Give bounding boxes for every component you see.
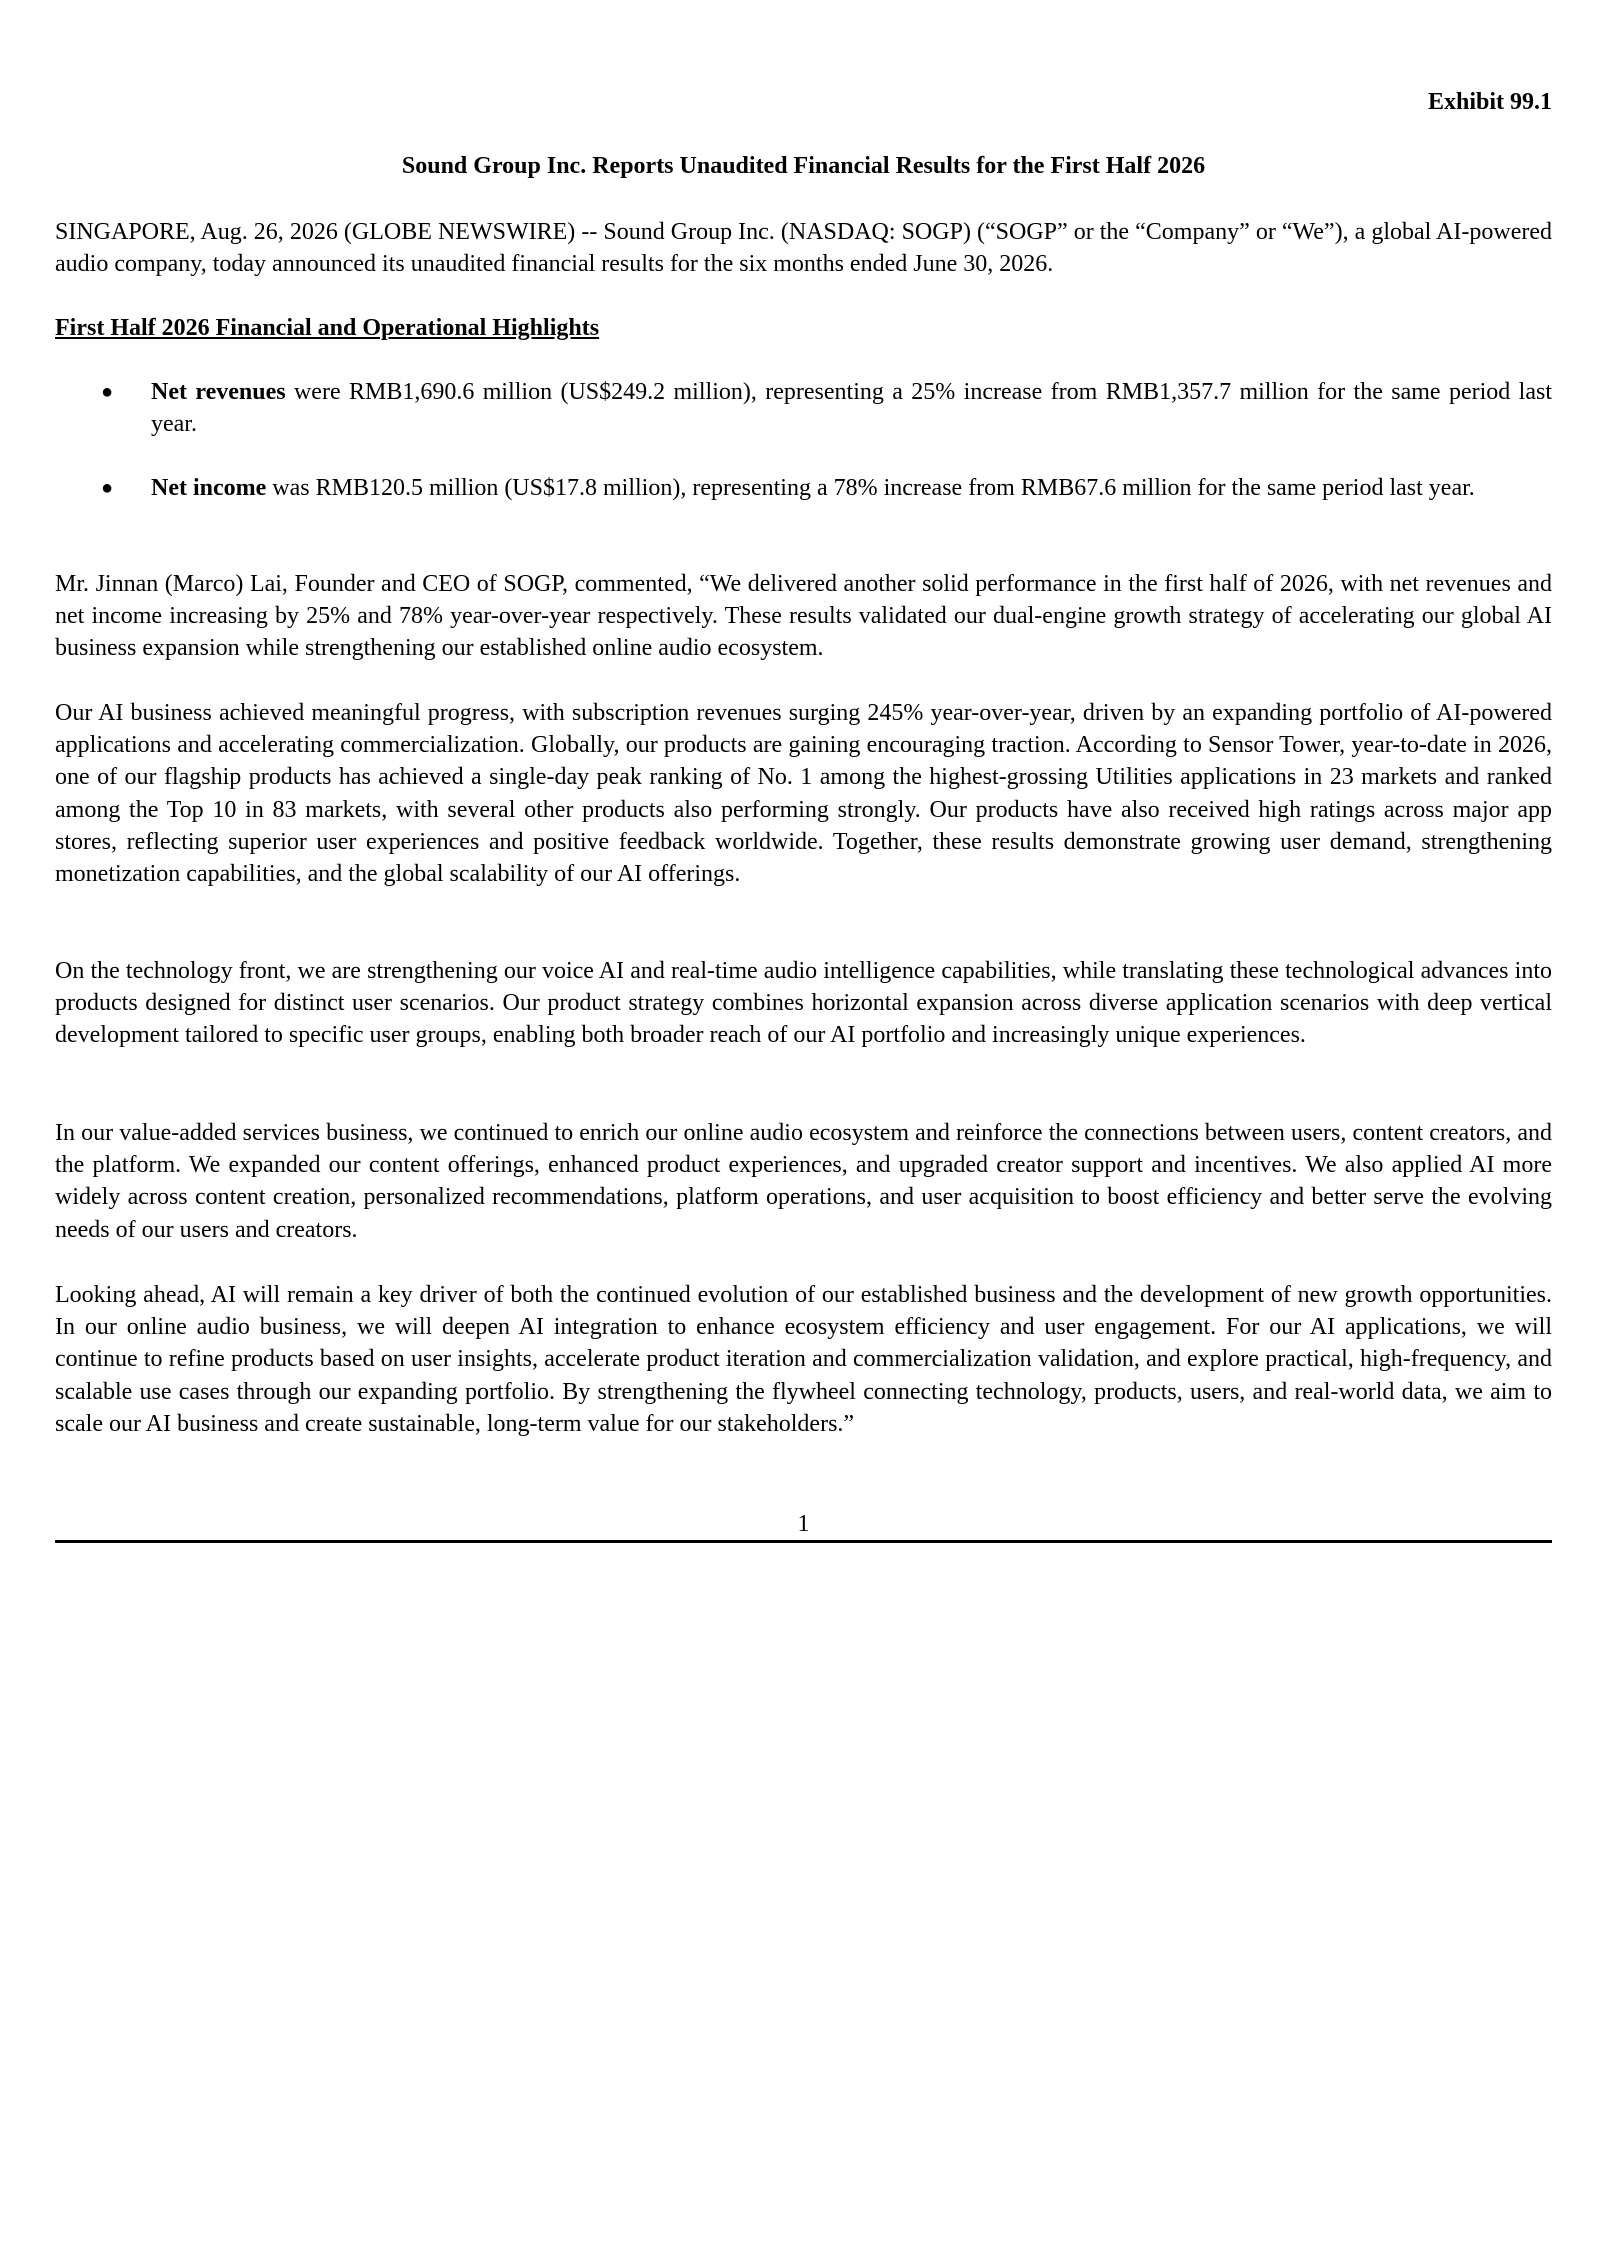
bullet-icon: ●	[101, 477, 114, 499]
ai-business-paragraph: Our AI business achieved meaningful progress, with subscription revenues surging 245% year-over-year, driven by an expanding portfolio of AI-powered applications and accelerating commercialization. Globally, our products are gaining encouraging traction. According to Sensor Tower, year-to-date in 2026, one of our flagship products has achieved a single-day peak ranking of No. 1 among the highest-grossing Utilities applications in 23 markets and ranked among the Top 10 in 83 markets, with several other products also performing strongly. Our products have also received high ratings across major app stores, reflecting superior user experiences and positive feedback worldwide. Together, these results demonstrate growing user demand, strengthening monetization capabilities, and the global scalability of our AI offerings.	[55, 700, 1552, 888]
intro-paragraph: SINGAPORE, Aug. 26, 2026 (GLOBE NEWSWIRE) -- Sound Group Inc. (NASDAQ: SOGP) (“SOGP” or the “Company” or “We”), a global AI-powered audio company, today announced its unaudited financial results for the six months ended June 30, 2026.	[55, 219, 1552, 278]
technology-paragraph: On the technology front, we are strengthening our voice AI and real-time audio intelligence capabilities, while translating these technological advances into products designed for distinct user scenarios. Our product strategy combines horizontal expansion across diverse application scenarios with deep vertical development tailored to specific user groups, enabling both broader reach of our AI portfolio and increasingly unique experiences.	[55, 958, 1552, 1049]
highlight-label: Net revenues	[151, 379, 286, 405]
highlight-body: were RMB1,690.6 million (US$249.2 million), representing a 25% increase from RMB1,357.7 million for the same period last year.	[151, 379, 1552, 438]
highlight-body: was RMB120.5 million (US$17.8 million), representing a 78% increase from RMB67.6 million for the same period last year.	[266, 475, 1475, 501]
page-number: 1	[797, 1511, 810, 1537]
highlight-text	[151, 472, 1552, 504]
highlight-label: Net income	[151, 475, 267, 501]
outlook-paragraph: Looking ahead, AI will remain a key driver of both the continued evolution of our established business and the development of new growth opportunities. In our online audio business, we will deepen AI integration to enhance ecosystem efficiency and user engagement. For our AI applications, we will continue to refine products based on user insights, accelerate product iteration and commercialization validation, and explore practical, high-frequency, and scalable use cases through our expanding portfolio. By strengthening the flywheel connecting technology, products, users, and real-world data, we aim to scale our AI business and create sustainable, long-term value for our stakeholders.”	[55, 1282, 1552, 1437]
ceo-comment-paragraph: Mr. Jinnan (Marco) Lai, Founder and CEO of SOGP, commented, “We delivered another solid performance in the first half of 2026, with net revenues and net income increasing by 25% and 78% year-over-year respectively. These results validated our dual-engine growth strategy of accelerating our global AI business expansion while strengthening our established online audio ecosystem.	[55, 571, 1552, 662]
exhibit-label: Exhibit 99.1	[1427, 89, 1552, 115]
value-added-services-paragraph: In our value-added services business, we continued to enrich our online audio ecosystem and reinforce the connections between users, content creators, and the platform. We expanded our content offerings, enhanced product experiences, and upgraded creator support and incentives. We also applied AI more widely across content creation, personalized recommendations, platform operations, and user acquisition to boost efficiency and better serve the evolving needs of our users and creators.	[55, 1120, 1552, 1243]
bullet-icon: ●	[101, 381, 114, 403]
highlights-heading: First Half 2026 Financial and Operational Highlights	[55, 315, 600, 341]
document-title: Sound Group Inc. Reports Unaudited Financial Results for the First Half 2026	[401, 153, 1206, 179]
highlight-text	[151, 376, 1552, 440]
footer-divider	[55, 1540, 1552, 1543]
